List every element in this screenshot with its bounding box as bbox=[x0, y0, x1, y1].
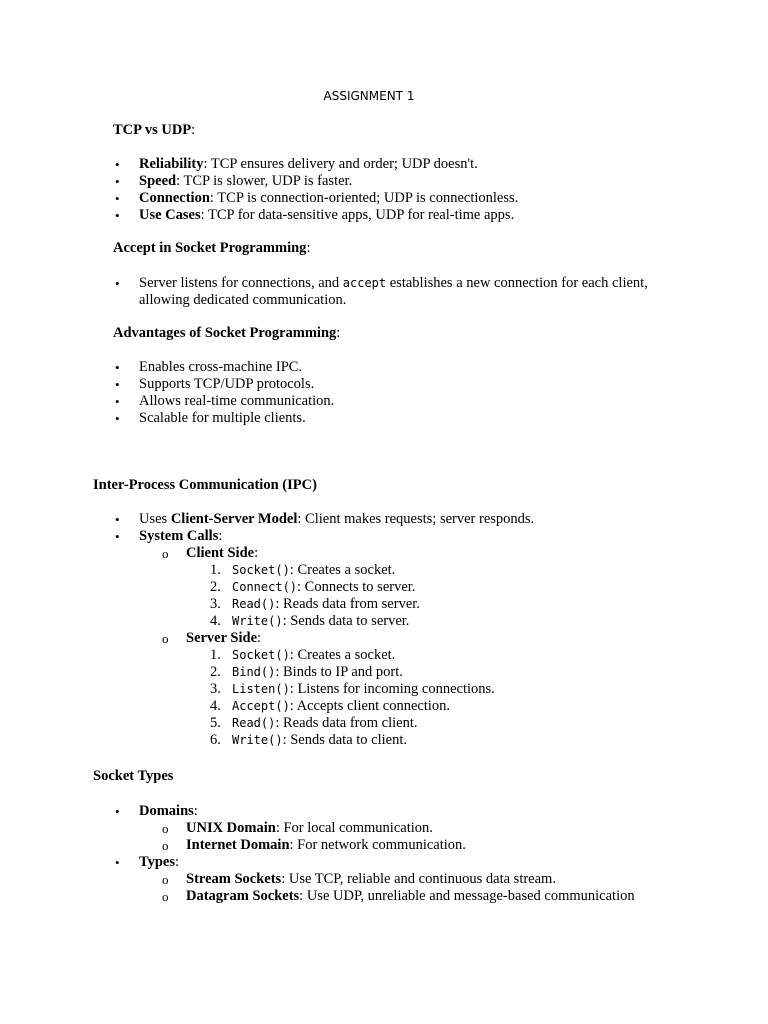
term: Connection bbox=[139, 190, 210, 206]
accept-list bbox=[113, 275, 653, 309]
heading-text: Accept in Socket Programming bbox=[113, 240, 307, 256]
list-item bbox=[113, 511, 673, 528]
code: Connect() bbox=[232, 580, 298, 594]
number: 3. bbox=[210, 596, 221, 612]
ipc-list bbox=[113, 511, 673, 749]
number: 5. bbox=[210, 715, 221, 731]
term: Reliability bbox=[139, 156, 204, 172]
term: UNIX Domain bbox=[186, 820, 276, 836]
list-item bbox=[113, 207, 653, 224]
code: Bind() bbox=[232, 665, 276, 679]
desc: : TCP is connection-oriented; UDP is connectionless. bbox=[209, 190, 519, 206]
heading-advantages: Advantages of Socket Programming: bbox=[113, 325, 341, 341]
sublist-item bbox=[162, 871, 713, 888]
list-item: • Domains: o UNIX Domain: For local communication. o Internet Domain: For network communication. bbox=[113, 803, 713, 854]
number: 1. bbox=[210, 562, 221, 578]
sublist-item bbox=[162, 888, 713, 905]
desc: : Listens for incoming connections. bbox=[289, 681, 495, 697]
call-item bbox=[186, 698, 673, 715]
desc: : Binds to IP and port. bbox=[275, 664, 403, 680]
term: Internet Domain bbox=[186, 837, 290, 853]
code: Socket() bbox=[232, 648, 290, 662]
heading-text: TCP vs UDP bbox=[113, 122, 192, 138]
code: Listen() bbox=[232, 682, 290, 696]
heading-ipc: Inter-Process Communication (IPC) bbox=[93, 477, 317, 493]
sublist-item-server: o Server Side: 1. Socket(): Creates a socket. 2. Bind(): Binds to IP and port. 3. Listen(): Listens for incoming connections. 4. Accept(): Accepts client connection. 5. Read(): Reads data from client. 6. Write(): Sends data to client. bbox=[162, 630, 673, 749]
syscalls-sublist bbox=[139, 545, 673, 749]
desc: : TCP is slower, UDP is faster. bbox=[176, 173, 353, 189]
code: Write() bbox=[232, 614, 283, 628]
code: Write() bbox=[232, 733, 283, 747]
call-item bbox=[186, 732, 673, 749]
call-item bbox=[186, 715, 673, 732]
tcp-udp-list bbox=[113, 156, 653, 224]
heading-accept: Accept in Socket Programming: bbox=[113, 240, 311, 256]
code: Read() bbox=[232, 597, 276, 611]
call-item bbox=[186, 613, 673, 630]
term: Types bbox=[139, 854, 175, 870]
desc: : TCP ensures delivery and order; UDP doesn't. bbox=[203, 156, 478, 172]
list-item: • Allows real-time communication. bbox=[113, 393, 653, 410]
term: System Calls bbox=[139, 528, 219, 544]
list-item: • Supports TCP/UDP protocols. bbox=[113, 376, 653, 393]
desc: : Reads data from client. bbox=[275, 715, 418, 731]
desc: : For network communication. bbox=[289, 837, 466, 853]
call-item bbox=[186, 681, 673, 698]
number: 1. bbox=[210, 647, 221, 663]
code: Socket() bbox=[232, 563, 290, 577]
term: Use Cases bbox=[139, 207, 201, 223]
desc: : Use UDP, unreliable and message-based communication bbox=[299, 888, 635, 904]
term: Domains bbox=[139, 803, 194, 819]
desc: : Creates a socket. bbox=[289, 647, 396, 663]
desc: : Connects to server. bbox=[297, 579, 416, 595]
list-item: • Types: o Stream Sockets: Use TCP, reliable and continuous data stream. o Datagram Sockets: Use UDP, unreliable and message-based communication bbox=[113, 854, 713, 905]
desc: : Creates a socket. bbox=[289, 562, 396, 578]
code: Read() bbox=[232, 716, 276, 730]
term: Speed bbox=[139, 173, 177, 189]
number: 2. bbox=[210, 579, 221, 595]
term: Client-Server Model bbox=[170, 511, 298, 527]
call-item bbox=[186, 579, 673, 596]
socket-types-list bbox=[113, 803, 713, 905]
call-item bbox=[186, 647, 673, 664]
list-item bbox=[113, 275, 653, 309]
number: 3. bbox=[210, 681, 221, 697]
term: Server Side bbox=[186, 630, 258, 646]
heading-tcp-vs-udp: TCP vs UDP: bbox=[113, 122, 196, 138]
sublist-item bbox=[162, 837, 713, 854]
server-calls-list bbox=[186, 647, 673, 749]
desc: : TCP for data-sensitive apps, UDP for real-time apps. bbox=[200, 207, 515, 223]
text: : Client makes requests; server responds. bbox=[297, 511, 535, 527]
domains-sublist bbox=[139, 820, 713, 854]
number: 4. bbox=[210, 613, 221, 629]
call-item bbox=[186, 562, 673, 579]
text: Server listens for connections, and bbox=[139, 275, 343, 291]
number: 4. bbox=[210, 698, 221, 714]
list-item: • Enables cross-machine IPC. bbox=[113, 359, 653, 376]
list-item bbox=[113, 173, 653, 190]
desc: : Use TCP, reliable and continuous data stream. bbox=[281, 871, 556, 887]
list-item bbox=[113, 156, 653, 173]
desc: : Sends data to server. bbox=[282, 613, 410, 629]
list-item bbox=[113, 190, 653, 207]
desc: : Reads data from server. bbox=[275, 596, 420, 612]
document-title: ASSIGNMENT 1 bbox=[323, 89, 415, 103]
call-item bbox=[186, 664, 673, 681]
number: 2. bbox=[210, 664, 221, 680]
sublist-item bbox=[162, 820, 713, 837]
code: Accept() bbox=[232, 699, 290, 713]
term: Client Side bbox=[186, 545, 255, 561]
code-accept: accept bbox=[342, 276, 387, 290]
desc: : For local communication. bbox=[275, 820, 433, 836]
desc: : Accepts client connection. bbox=[289, 698, 451, 714]
client-calls-list bbox=[186, 562, 673, 630]
types-sublist bbox=[139, 871, 713, 905]
list-item: • System Calls: o Client Side: 1. Socket(): Creates a socket. 2. Connect(): Connects to server. 3. Read(): Reads data from server. 4. Write(): Sends data to server. o Server Side: 1. Socket(): Creates a socket. 2. Bind(): Binds to IP and port. 3. Listen(): Listens for incoming connections. 4. Accept(): Accepts client connection. 5. Read(): Reads data from client. 6. Write(): Sends data to client. bbox=[113, 528, 673, 749]
text: Uses bbox=[139, 511, 171, 527]
sublist-item-client: o Client Side: 1. Socket(): Creates a socket. 2. Connect(): Connects to server. 3. Read(): Reads data from server. 4. Write(): Sends data to server. bbox=[162, 545, 673, 630]
term: Stream Sockets bbox=[186, 871, 282, 887]
desc: : Sends data to client. bbox=[282, 732, 408, 748]
text: establishes a new connection for each client, allowing dedicated communication. bbox=[139, 275, 648, 308]
advantages-list bbox=[113, 359, 653, 427]
number: 6. bbox=[210, 732, 221, 748]
list-item: • Scalable for multiple clients. bbox=[113, 410, 653, 427]
heading-socket-types: Socket Types bbox=[93, 768, 174, 784]
heading-text: Advantages of Socket Programming bbox=[113, 325, 337, 341]
call-item bbox=[186, 596, 673, 613]
term: Datagram Sockets bbox=[186, 888, 300, 904]
